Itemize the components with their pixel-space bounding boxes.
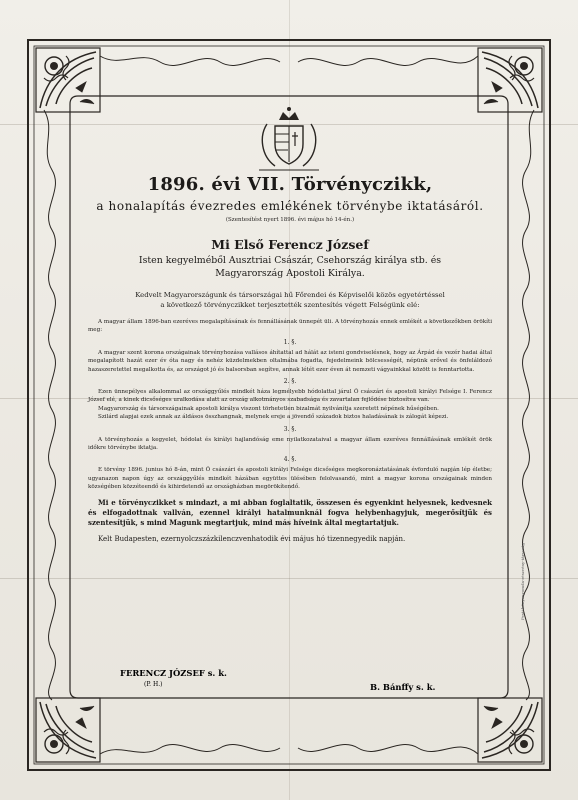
section-label: 1. §. bbox=[283, 338, 297, 346]
sanction-note: (Szentesítést nyert 1896. évi május hó 14-én.) bbox=[225, 217, 355, 223]
section-paragraph: A magyar szent korona országainak törvényhozása vallásos áhítattal ad hálát az isteni gondviselésnek, hogy az Árpád és vezér hadai által megalapított hazát ezer év óta nagy és nehéz küzdelmekben oltalmába fogadta, fejedelmeink bölcsességét, népünk erővel és önfeláldozó hazaszeretettel megalkotta és, az országot jó és balsorsban segítve, annak létét ezer éven át nemzeti vágyainkkal között is fenntartotta. bbox=[88, 349, 492, 373]
dateline: Kelt Budapesten, ezernyolczszázkilenczvenhatodik évi május hó tizennegyedik napján. bbox=[98, 535, 406, 544]
king-style-line: Isten kegyelméből Ausztriai Császár, Csehország királya stb. és bbox=[138, 255, 442, 266]
section-label: 4. §. bbox=[283, 456, 297, 464]
section-paragraph: Szilárd alapjai ezek annak az áldásos összhangnak, melynek ereje a jövendő századok biztos haladásának is zálogát képezi. bbox=[98, 414, 449, 421]
section-paragraph: E törvény 1896. junius hó 8-án, mint Ő császári és apostoli királyi Felsége dicsőséges megkoronáztatásának évforduló napján lép életbe; ugyanazon napon úgy az országgyűlés mindkét házában együttes ülésében felolvasandó, mint a magyar korona országainak minden községében közzéteendő és kihirdetendő az országházban megörökítendő. bbox=[88, 467, 492, 491]
section-label: 3. §. bbox=[283, 425, 297, 433]
document-title: 1896. évi VII. Törvényczikk, bbox=[147, 174, 433, 195]
section-paragraph: Ezen ünnepélyes alkalommal az országgyűlés mindkét háza legmélyebb hódolattal járul Ő császári és apostoli királyi Felsége I. Ferencz József elé, a kinek dicsőséges uralkodása alatt az ország alkotmányos szabadsága és zavartalan fejlődése biztosítva van. bbox=[88, 389, 492, 404]
preamble: A magyar állam 1896-ban ezeréves megalapításának és fennállásának ünnepét üli. A törvényhozás ennek emlékét a következőkben örökíti meg: bbox=[88, 319, 492, 334]
printer-mark: Pesti könyvnyomda-részvény-társaság bbox=[520, 543, 525, 620]
king-name: Mi Első Ferencz József bbox=[211, 237, 369, 252]
document-subtitle: a honalapítás évezredes emlékének törvénybe iktatásáról. bbox=[96, 199, 484, 213]
signature-minister: B. Bánffy s. k. bbox=[370, 682, 436, 692]
signature-king: FERENCZ JÓZSEF s. k. bbox=[120, 668, 227, 678]
king-style-line: Magyarország Apostoli Királya. bbox=[215, 268, 365, 279]
section-paragraph: Magyarország és társországainak apostoli királya viszont törhetetlen bizalmát nyilvánítja szeretett népének hűségében. bbox=[98, 405, 439, 412]
intro-line: a következő törvényczikket terjesztették szentesítés végett Felségünk elé: bbox=[160, 301, 420, 309]
section-label: 2. §. bbox=[283, 378, 297, 386]
enactment-clause: Mi e törvényczikket s mindazt, a mi abban foglaltatik, összesen és egyenkint helyesnek, kedvesnek és elfogadottnak vallván, ezennel királyi hatalmunknál fogva helybenhagyjuk, megerősítjük és szentesítjük, s mind Magunk megtartjuk, mind más híveink által megtartatjuk. bbox=[88, 497, 492, 528]
section-paragraph: A törvényhozás a kegyelet, hódolat és királyi hajlandóság eme nyilatkozataival a magyar állam ezeréves fennállásának emlékét örök időkre törvénybe iktatja. bbox=[88, 436, 492, 452]
intro bbox=[88, 290, 492, 310]
king-styles bbox=[88, 254, 492, 280]
document-body bbox=[88, 110, 492, 543]
intro-line: Kedvelt Magyarországunk és társországai hű Főrendei és Képviselői közös egyetértéssel bbox=[135, 291, 445, 299]
seal-mark: (P. H.) bbox=[144, 681, 163, 688]
